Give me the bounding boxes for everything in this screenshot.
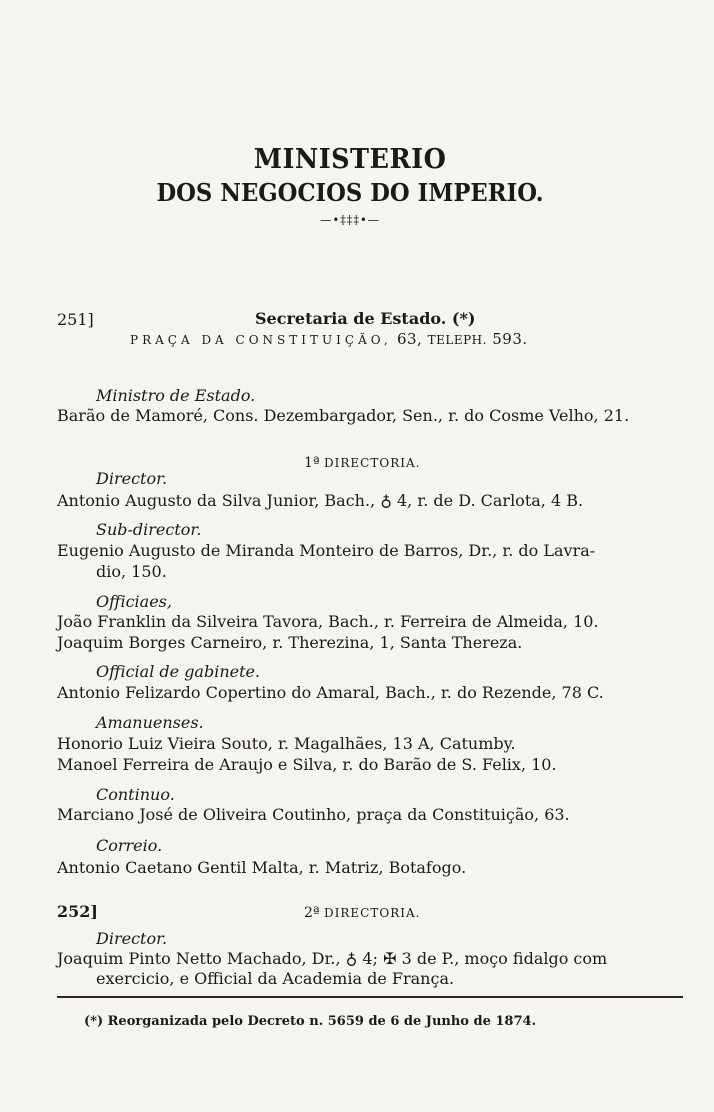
address-place: PRAÇA DA CONSTITUIÇÃO,	[130, 333, 392, 347]
entry-official-1: João Franklin da Silveira Tavora, Bach., r. Ferreira de Almeida, 10.	[57, 612, 599, 631]
directoria-2-heading	[304, 905, 420, 921]
section-number-252: 252]	[57, 902, 98, 921]
entry-continuo: Marciano José de Oliveira Coutinho, praça da Constituição, 63.	[57, 805, 570, 824]
directoria-1-num: 1ª	[304, 455, 320, 471]
entry-amanuense-2: Manoel Ferreira de Araujo e Silva, r. do Barão de S. Felix, 10.	[57, 755, 557, 774]
entry-director: Antonio Augusto da Silva Junior, Bach., ♁ 4, r. de D. Carlota, 4 B.	[57, 491, 584, 510]
title-negocios-imperio: DOS NEGOCIOS DO IMPERIO.	[156, 178, 544, 207]
role-officiaes: Officiaes,	[96, 592, 172, 611]
section-number-251: 251]	[57, 310, 94, 329]
secretaria-address	[130, 330, 528, 348]
footnote-divider	[57, 996, 683, 998]
entry-official-gabinete: Antonio Felizardo Copertino do Amaral, Bach., r. do Rezende, 78 C.	[57, 683, 604, 702]
footnote: (*) Reorganizada pelo Decreto n. 5659 de 6 de Junho de 1874.	[84, 1014, 537, 1029]
role-amanuenses: Amanuenses.	[96, 713, 204, 732]
title-ministerio: MINISTERIO	[253, 144, 447, 175]
address-phone: 593.	[492, 330, 528, 348]
entry-director-2: Joaquim Pinto Netto Machado, Dr., ♁ 4; ✠ 3 de P., moço fidalgo com	[57, 949, 608, 968]
role-continuo: Continuo.	[96, 785, 175, 804]
entry-correio: Antonio Caetano Gentil Malta, r. Matriz, Botafogo.	[57, 858, 467, 877]
role-director: Director.	[96, 469, 168, 488]
entry-director-2-cont: exercicio, e Official da Academia de França.	[96, 969, 455, 988]
entry-sub-director: Eugenio Augusto de Miranda Monteiro de Barros, Dr., r. do Lavra-	[57, 541, 596, 560]
role-ministro: Ministro de Estado.	[96, 386, 256, 405]
role-director-2: Director.	[96, 929, 168, 948]
address-number: 63,	[396, 330, 423, 348]
role-official-gabinete: Official de gabinete.	[96, 662, 261, 681]
entry-amanuense-1: Honorio Luiz Vieira Souto, r. Magalhães, 13 A, Catumby.	[57, 734, 516, 753]
address-phone-label: TELEPH.	[427, 333, 487, 347]
entry-sub-director-cont: dio, 150.	[96, 562, 167, 581]
entry-ministro: Barão de Mamoré, Cons. Dezembargador, Sen., r. do Cosme Velho, 21.	[57, 406, 630, 425]
directoria-1-label: DIRECTORIA.	[324, 456, 421, 470]
role-correio: Correio.	[96, 836, 163, 855]
directoria-2-num: 2ª	[304, 905, 320, 921]
ornament: —•‡‡‡•—	[320, 213, 380, 227]
entry-official-2: Joaquim Borges Carneiro, r. Therezina, 1, Santa Thereza.	[57, 633, 523, 652]
directoria-1-heading	[304, 455, 420, 471]
section-heading-secretaria: Secretaria de Estado. (*)	[255, 309, 476, 328]
role-sub-director: Sub-director.	[96, 520, 202, 539]
directoria-2-label: DIRECTORIA.	[324, 906, 421, 920]
